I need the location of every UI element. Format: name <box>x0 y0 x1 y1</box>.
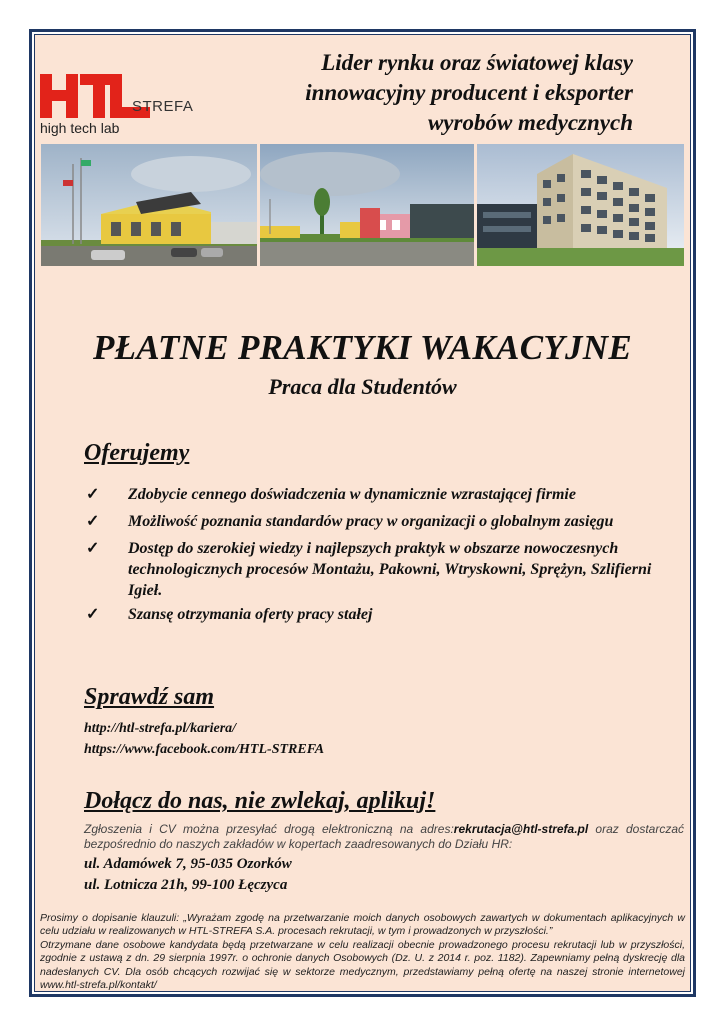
addresses <box>84 854 292 896</box>
tagline-line: innowacyjny producent i eksporter <box>305 80 633 105</box>
address-line: ul. Lotnicza 21h, 99-100 Łęczyca <box>84 877 288 893</box>
data-protection-clause <box>40 912 685 992</box>
tagline-line: wyrobów medycznych <box>427 110 633 135</box>
checkmark-icon: ✓ <box>86 540 100 557</box>
offer-list <box>84 484 684 628</box>
address-line: ul. Adamówek 7, 95-035 Ozorków <box>84 856 292 872</box>
application-note: Zgłoszenia i CV można przesyłać drogą elektroniczną na adres:rekrutacja@htl-strefa.pl oraz dostarczać bezpośrednio do naszych zakładów w kopertach zaadresowanych do Działu HR: <box>84 822 684 851</box>
company-logo <box>40 70 200 140</box>
facebook-link[interactable]: https://www.facebook.com/HTL-STREFA <box>84 742 325 757</box>
checkmark-icon: ✓ <box>86 486 100 503</box>
company-photos <box>41 144 684 266</box>
logo-strefa-text: STREFA <box>132 98 194 115</box>
modern-office-block-photo <box>477 144 684 266</box>
svg-text:HTL: HTL <box>40 70 42 71</box>
links-block <box>84 718 324 760</box>
page-subtitle: Praca dla Studentów <box>268 374 457 399</box>
career-link[interactable]: http://htl-strefa.pl/kariera/ <box>84 721 237 736</box>
clause-paragraph: Otrzymane dane osobowe kandydata będą przetwarzane w celu realizacji obecnie prowadzonego procesu rekrutacji lub w przyszłości, zgodnie z ustawą z dn. 29 sierpnia 1997r. o ochronie danych Osobowych (Dz. U. z 2014 r. poz. 1182). Zapewniamy pełną dyskrecję dla nadesłanych CV. Dla osób chcących rozwijać się w sektorze medycznym, przedstawiamy pełną ofertę na naszej stronie internetowej www.htl-strefa.pl/kontakt/ <box>40 938 685 992</box>
join-heading: Dołącz do nas, nie zwlekaj, aplikuj! <box>84 788 436 814</box>
page-title: PŁATNE PRAKTYKI WAKACYJNE <box>92 328 633 367</box>
offer-heading: Oferujemy <box>84 440 190 466</box>
list-item: ✓ Szansę otrzymania oferty pracy stałej <box>86 606 373 623</box>
email-link[interactable]: rekrutacja@htl-strefa.pl <box>453 822 589 836</box>
tagline-line: Lider rynku oraz światowej klasy <box>321 50 633 75</box>
list-item: ✓ Dostęp do szerokiej wiedzy i najlepszych praktyk w obszarze nowoczesnych technologicznych procesów Montażu, Pakowni, Wtryskowni, Sprężyn, Szlifierni Igieł. <box>86 540 652 599</box>
list-item: ✓ Możliwość poznania standardów pracy w organizacji o globalnym zasięgu <box>86 513 614 530</box>
logo-tagline-text: high tech lab <box>40 120 120 136</box>
company-tagline <box>305 48 633 138</box>
factory-buildings-photo <box>260 144 474 266</box>
office-building-photo <box>41 144 257 266</box>
clause-paragraph: Prosimy o dopisanie klauzuli: „Wyrażam zgodę na przetwarzanie moich danych osobowych zawartych w dokumentach aplikacyjnych w celu udziału w realizowanych w HTL-STREFA S.A. procesach rekrutacji, w tym i prowadzonych w przyszłości.” <box>40 912 685 938</box>
checkmark-icon: ✓ <box>86 606 100 623</box>
check-heading: Sprawdź sam <box>84 684 215 710</box>
checkmark-icon: ✓ <box>86 513 100 530</box>
list-item: ✓ Zdobycie cennego doświadczenia w dynamicznie wzrastającej firmie <box>86 486 576 503</box>
